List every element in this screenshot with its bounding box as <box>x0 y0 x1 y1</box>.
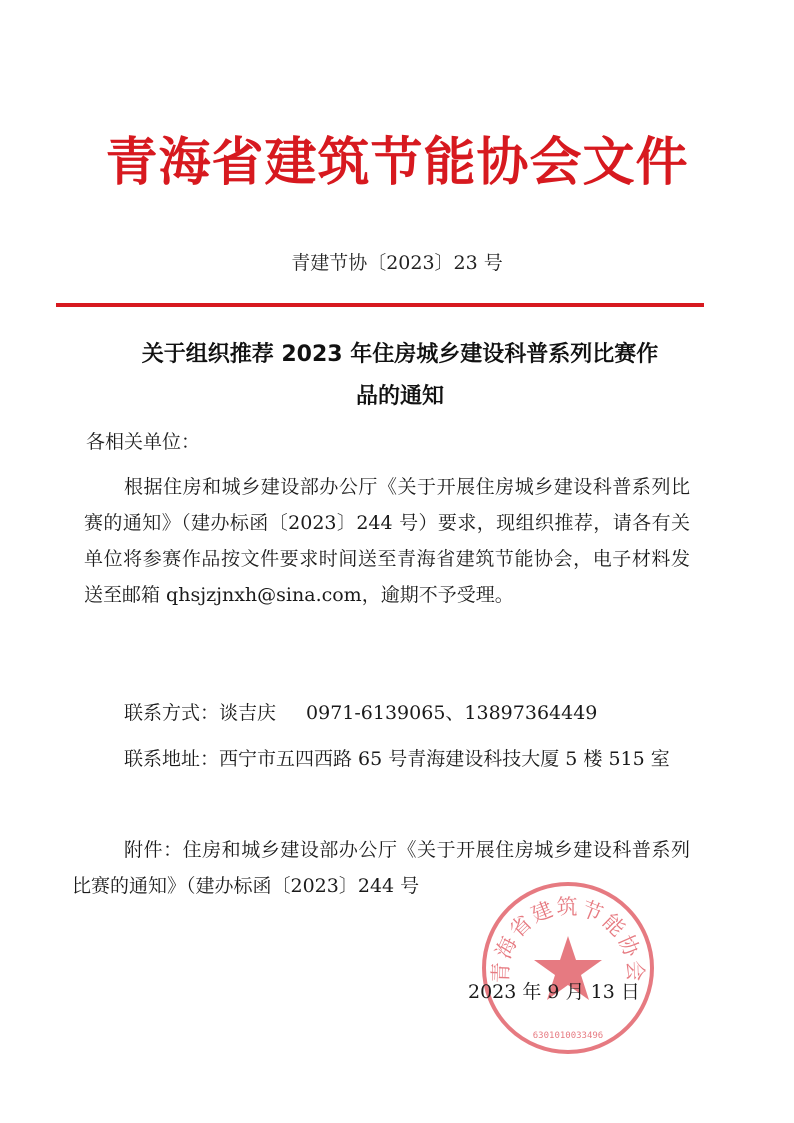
contact-info <box>84 695 690 731</box>
red-divider-line <box>56 303 704 307</box>
notice-title-line-1: 关于组织推荐 2023 年住房城乡建设科普系列比赛作 <box>141 342 659 367</box>
notice-title <box>60 334 740 418</box>
signature-date: 2023 年 9 月 13 日 <box>468 981 640 1003</box>
body-paragraph: 根据住房和城乡建设部办公厅《关于开展住房城乡建设科普系列比赛的通知》（建办标函〔2023〕244 号）要求，现组织推荐，请各有关单位将参赛作品按文件要求时间送至青海省建筑节能协会，电子材料发送至邮箱 qhsjzjnxh@sina.com，逾期不予受理。 <box>84 476 690 606</box>
official-seal <box>478 878 658 1058</box>
contact-person: 联系方式：谈吉庆 <box>124 702 277 724</box>
notice-title-line-2: 品的通知 <box>355 384 444 409</box>
seal-text: 青海省建筑节能协会 <box>488 895 648 984</box>
red-star-seal-icon <box>478 878 658 1058</box>
salutation: 各相关单位： <box>86 431 201 453</box>
seal-serial: 6301010033496 <box>532 1031 604 1041</box>
masthead-title: 青海省建筑节能协会文件 <box>105 132 689 193</box>
attachment-note: 附件：住房和城乡建设部办公厅《关于开展住房城乡建设科普系列比赛的通知》（建办标函〔2023〕244 号 <box>72 839 690 897</box>
contact-address: 联系地址：西宁市五四西路 65 号青海建设科技大厦 5 楼 515 室 <box>124 748 670 770</box>
contact-phones: 0971-6139065、13897364449 <box>306 702 598 724</box>
document-number: 青建节协〔2023〕23 号 <box>291 252 503 274</box>
